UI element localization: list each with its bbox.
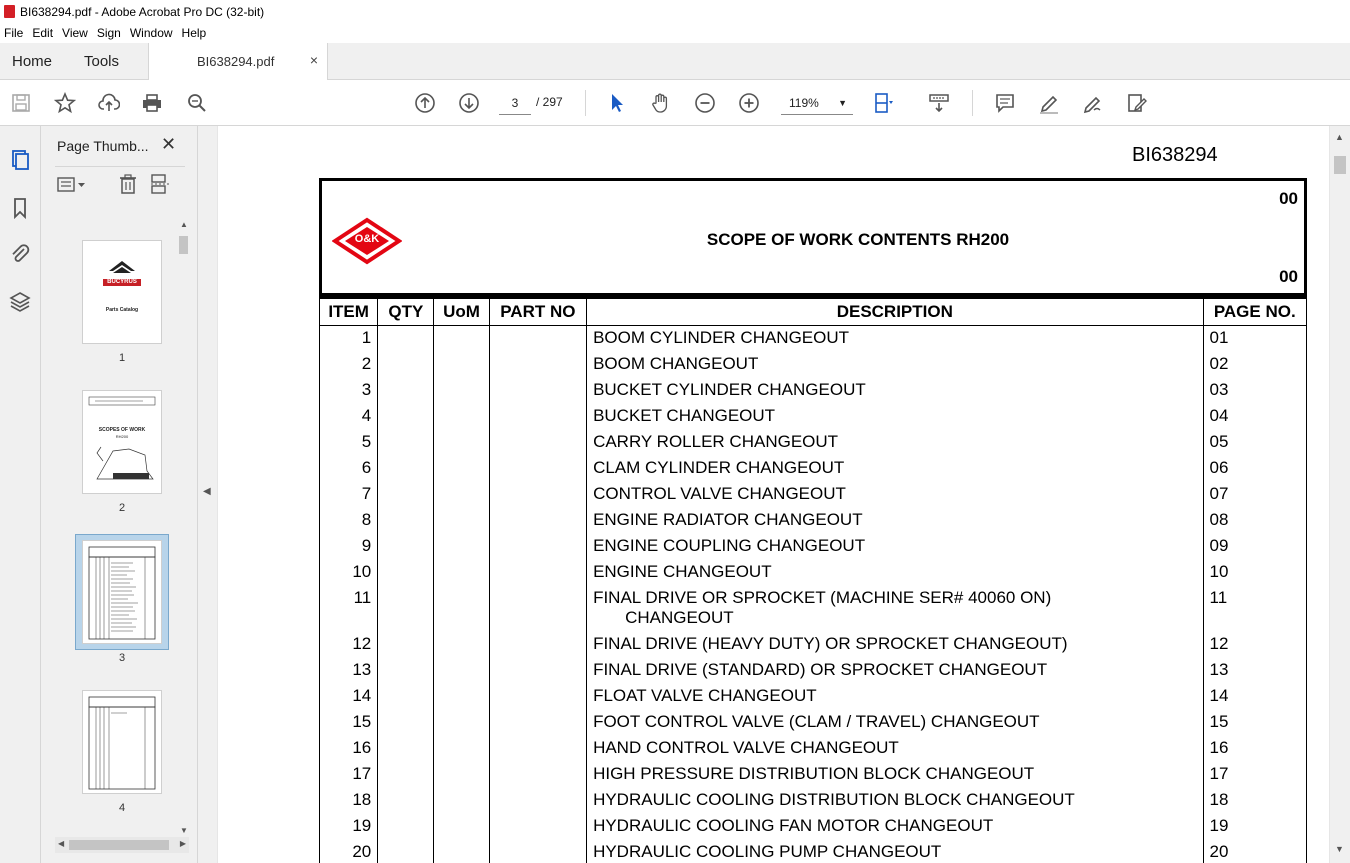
close-tab-icon[interactable]: × (309, 52, 318, 68)
page-extract-icon[interactable] (151, 174, 173, 194)
row-description-text: BUCKET CHANGEOUT (593, 405, 776, 425)
select-arrow-icon[interactable] (605, 91, 629, 115)
document-title: SCOPE OF WORK CONTENTS RH200 (706, 230, 1010, 249)
thumbnail-hscrollbar[interactable] (55, 837, 189, 853)
row-uom (434, 560, 489, 586)
page-total: / 297 (536, 95, 563, 109)
pdf-page (218, 126, 1329, 863)
scroll-up-icon[interactable]: ▲ (180, 220, 188, 229)
row-page-no: 06 (1203, 456, 1306, 482)
row-qty (378, 762, 434, 788)
left-nav-rail (0, 126, 41, 863)
hand-tool-icon[interactable] (649, 91, 673, 115)
row-description (587, 684, 1203, 710)
row-part-no (489, 658, 586, 684)
close-panel-icon[interactable]: ✕ (161, 134, 177, 154)
panel-title: Page Thumb... (57, 138, 149, 154)
row-qty (378, 788, 434, 814)
save-icon[interactable] (9, 91, 33, 115)
table-row (320, 378, 1307, 404)
col-header-item: ITEM (320, 298, 378, 326)
row-qty (378, 814, 434, 840)
sign-pen-icon[interactable] (1081, 91, 1105, 115)
table-row (320, 430, 1307, 456)
row-qty (378, 840, 434, 863)
row-part-no (489, 534, 586, 560)
row-page-no: 02 (1203, 352, 1306, 378)
zoom-in-icon[interactable] (737, 91, 761, 115)
page-thumbnails-panel (41, 126, 198, 863)
row-uom (434, 658, 489, 684)
table-row (320, 560, 1307, 586)
row-description (587, 658, 1203, 684)
row-item: 16 (320, 736, 378, 762)
row-page-no: 13 (1203, 658, 1306, 684)
row-description-text: FINAL DRIVE (STANDARD) OR SPROCKET CHANGEOUT (593, 659, 1048, 679)
thumb-number-1: 1 (118, 352, 126, 364)
row-uom (434, 762, 489, 788)
thumb-2-label: SCOPES OF WORK (98, 427, 146, 433)
row-part-no (489, 404, 586, 430)
row-qty (378, 710, 434, 736)
scroll-right-icon[interactable]: ▶ (179, 839, 186, 848)
row-qty (378, 632, 434, 658)
row-item: 12 (320, 632, 378, 658)
row-page-no: 10 (1203, 560, 1306, 586)
row-part-no (489, 788, 586, 814)
tab-document-label: BI638294.pdf (197, 54, 275, 69)
row-part-no (489, 508, 586, 534)
zoom-level-select[interactable] (781, 91, 853, 115)
document-header-box (319, 178, 1307, 296)
row-uom (434, 788, 489, 814)
row-description (587, 736, 1203, 762)
print-icon[interactable] (140, 91, 164, 115)
row-item: 14 (320, 684, 378, 710)
menu-sign[interactable]: Sign (96, 26, 121, 40)
table-row (320, 534, 1307, 560)
menu-edit[interactable]: Edit (32, 26, 54, 40)
table-row (320, 352, 1307, 378)
row-page-no: 11 (1203, 586, 1306, 632)
menu-file[interactable]: File (4, 26, 24, 40)
row-uom (434, 456, 489, 482)
row-part-no (489, 352, 586, 378)
row-page-no: 01 (1203, 326, 1306, 352)
page-thumbnail-4[interactable] (82, 690, 162, 794)
row-uom (434, 352, 489, 378)
row-part-no (489, 560, 586, 586)
thumbnail-scrollbar[interactable] (177, 220, 190, 842)
menu-help[interactable]: Help (181, 26, 207, 40)
zoom-level-value: 119% (789, 96, 819, 110)
row-description (587, 508, 1203, 534)
document-scrollbar[interactable] (1330, 126, 1350, 863)
row-part-no (489, 736, 586, 762)
row-description-text: ENGINE CHANGEOUT (593, 561, 772, 581)
row-description (587, 352, 1203, 378)
thumb-2-sub: RH200 (115, 434, 129, 439)
row-part-no (489, 326, 586, 352)
thumb-number-2: 2 (118, 502, 126, 514)
row-description-text: BUCKET CYLINDER CHANGEOUT (593, 379, 866, 399)
row-part-no (489, 586, 586, 632)
hscroll-thumb[interactable] (69, 840, 169, 850)
row-item: 9 (320, 534, 378, 560)
row-qty (378, 404, 434, 430)
title-bar (0, 0, 1350, 23)
thumb-tools (57, 174, 187, 196)
toolbar-divider (585, 90, 586, 116)
row-item: 1 (320, 326, 378, 352)
row-part-no (489, 684, 586, 710)
row-description (587, 788, 1203, 814)
table-row (320, 710, 1307, 736)
tab-home[interactable]: Home (12, 53, 53, 70)
row-qty (378, 736, 434, 762)
row-page-no: 14 (1203, 684, 1306, 710)
row-part-no (489, 482, 586, 508)
row-description-text: ENGINE RADIATOR CHANGEOUT (593, 509, 863, 529)
row-description-text: CARRY ROLLER CHANGEOUT (593, 431, 839, 451)
row-qty (378, 326, 434, 352)
table-row (320, 840, 1307, 863)
table-row (320, 586, 1307, 632)
row-description-text: HYDRAULIC COOLING DISTRIBUTION BLOCK CHANGEOUT (593, 789, 1075, 809)
menu-window[interactable]: Window (129, 26, 173, 40)
row-description (587, 326, 1203, 352)
row-qty (378, 586, 434, 632)
highlight-pen-icon[interactable] (1037, 91, 1061, 115)
row-uom (434, 736, 489, 762)
scroll-down-icon[interactable]: ▼ (1335, 844, 1344, 854)
col-header-qty: QTY (378, 298, 434, 326)
previous-page-icon[interactable] (413, 91, 437, 115)
row-uom (434, 326, 489, 352)
page-thumbnails-icon[interactable] (8, 148, 32, 172)
thumbnail-list (41, 236, 181, 836)
row-part-no (489, 456, 586, 482)
row-description-text: HYDRAULIC COOLING FAN MOTOR CHANGEOUT (593, 815, 994, 835)
row-qty (378, 456, 434, 482)
row-description (587, 710, 1203, 736)
table-row (320, 508, 1307, 534)
row-item: 10 (320, 560, 378, 586)
row-description (587, 632, 1203, 658)
row-item: 6 (320, 456, 378, 482)
table-row (320, 762, 1307, 788)
panel-divider (55, 166, 185, 167)
row-description (587, 456, 1203, 482)
row-item: 5 (320, 430, 378, 456)
row-uom (434, 710, 489, 736)
zoom-out-icon[interactable] (693, 91, 717, 115)
row-qty (378, 560, 434, 586)
page-4-preview-icon (83, 691, 161, 793)
layers-icon[interactable] (8, 290, 32, 314)
next-page-icon[interactable] (457, 91, 481, 115)
row-description-text: HAND CONTROL VALVE CHANGEOUT (593, 737, 899, 757)
table-row (320, 482, 1307, 508)
row-item: 19 (320, 814, 378, 840)
scroll-up-icon[interactable]: ▲ (1335, 132, 1344, 142)
row-description (587, 534, 1203, 560)
row-description-text: FOOT CONTROL VALVE (CLAM / TRAVEL) CHANGEOUT (593, 711, 1040, 731)
row-description-text: FINAL DRIVE (HEAVY DUTY) OR SPROCKET CHANGEOUT) (593, 633, 1068, 653)
row-description (587, 560, 1203, 586)
scrolling-mode-icon[interactable] (927, 91, 951, 115)
row-uom (434, 404, 489, 430)
row-description (587, 404, 1203, 430)
row-part-no (489, 762, 586, 788)
row-page-no: 04 (1203, 404, 1306, 430)
row-part-no (489, 710, 586, 736)
table-row (320, 684, 1307, 710)
table-body (320, 326, 1307, 863)
collapse-arrow-icon: ◀ (203, 486, 211, 497)
row-description (587, 586, 1203, 632)
row-qty (378, 352, 434, 378)
row-page-no: 16 (1203, 736, 1306, 762)
row-description-text: HIGH PRESSURE DISTRIBUTION BLOCK CHANGEOUT (593, 763, 1035, 783)
row-page-no: 07 (1203, 482, 1306, 508)
row-description-text-2: CHANGEOUT (625, 607, 734, 627)
table-row (320, 658, 1307, 684)
row-item: 20 (320, 840, 378, 863)
row-description-text: FINAL DRIVE OR SPROCKET (MACHINE SER# 40060 ON) (593, 587, 1052, 607)
row-uom (434, 586, 489, 632)
document-id: BI638294 (1132, 144, 1218, 166)
comment-icon[interactable] (993, 91, 1017, 115)
acrobat-icon (4, 5, 15, 18)
row-item: 18 (320, 788, 378, 814)
scroll-thumb[interactable] (1334, 156, 1346, 174)
thumb-1-sub: Parts Catalog (105, 307, 139, 313)
thumb-number-4: 4 (118, 802, 126, 814)
row-uom (434, 430, 489, 456)
page-thumbnail-1[interactable] (82, 240, 162, 344)
row-item: 15 (320, 710, 378, 736)
revision-top: 00 (1279, 189, 1298, 208)
table-row (320, 404, 1307, 430)
row-description-text: FLOAT VALVE CHANGEOUT (593, 685, 817, 705)
row-uom (434, 684, 489, 710)
chevron-down-icon: ▼ (838, 98, 847, 108)
col-header-uom: UoM (434, 298, 489, 326)
row-description (587, 840, 1203, 863)
row-qty (378, 684, 434, 710)
logo-text: O&K (354, 233, 380, 245)
trash-icon[interactable] (119, 174, 137, 194)
row-uom (434, 508, 489, 534)
row-page-no: 19 (1203, 814, 1306, 840)
menu-bar (0, 23, 1350, 43)
bucyrus-logo-icon (83, 241, 161, 343)
col-header-page-no: PAGE NO. (1203, 298, 1306, 326)
row-part-no (489, 840, 586, 863)
row-item: 8 (320, 508, 378, 534)
row-item: 13 (320, 658, 378, 684)
row-page-no: 05 (1203, 430, 1306, 456)
table-row (320, 456, 1307, 482)
row-part-no (489, 632, 586, 658)
thumb-options-icon[interactable] (57, 176, 87, 194)
menu-view[interactable]: View (62, 26, 88, 40)
row-description-text: CLAM CYLINDER CHANGEOUT (593, 457, 845, 477)
row-description-text: CONTROL VALVE CHANGEOUT (593, 483, 846, 503)
cloud-upload-icon[interactable] (97, 91, 121, 115)
scroll-left-icon[interactable]: ◀ (58, 839, 65, 848)
col-header-description: DESCRIPTION (587, 298, 1203, 326)
main-toolbar (0, 80, 1350, 126)
table-row (320, 736, 1307, 762)
col-header-part-no: PART NO (489, 298, 586, 326)
row-description (587, 378, 1203, 404)
row-part-no (489, 814, 586, 840)
row-uom (434, 632, 489, 658)
bookmark-star-icon[interactable] (53, 91, 77, 115)
revision-bottom: 00 (1279, 267, 1298, 286)
row-description-text: ENGINE COUPLING CHANGEOUT (593, 535, 866, 555)
fill-sign-icon[interactable] (1125, 91, 1149, 115)
table-row (320, 814, 1307, 840)
row-page-no: 12 (1203, 632, 1306, 658)
row-page-no: 08 (1203, 508, 1306, 534)
contents-table (319, 296, 1307, 863)
tab-bar (0, 43, 1350, 80)
row-description (587, 430, 1203, 456)
row-part-no (489, 378, 586, 404)
row-item: 4 (320, 404, 378, 430)
row-description-text: BOOM CHANGEOUT (593, 353, 759, 373)
row-uom (434, 814, 489, 840)
attachments-icon[interactable] (8, 242, 32, 266)
thumb-1-label: BUCYRUS (107, 279, 137, 285)
row-description (587, 482, 1203, 508)
window-title: BI638294.pdf - Adobe Acrobat Pro DC (32-bit) (20, 4, 265, 19)
scroll-thumb[interactable] (179, 236, 188, 254)
row-page-no: 17 (1203, 762, 1306, 788)
row-item: 2 (320, 352, 378, 378)
row-page-no: 18 (1203, 788, 1306, 814)
table-row (320, 632, 1307, 658)
tab-document[interactable] (148, 43, 328, 80)
bookmarks-icon[interactable] (8, 196, 32, 220)
page-thumbnail-2[interactable] (82, 390, 162, 494)
scroll-down-icon[interactable]: ▼ (180, 826, 188, 835)
row-uom (434, 482, 489, 508)
row-part-no (489, 430, 586, 456)
page-thumbnail-3[interactable] (82, 540, 162, 644)
row-qty (378, 508, 434, 534)
row-uom (434, 378, 489, 404)
row-qty (378, 534, 434, 560)
table-row (320, 326, 1307, 352)
row-page-no: 09 (1203, 534, 1306, 560)
row-uom (434, 840, 489, 863)
row-description-text: BOOM CYLINDER CHANGEOUT (593, 328, 850, 347)
table-row (320, 788, 1307, 814)
row-description-text: HYDRAULIC COOLING PUMP CHANGEOUT (593, 841, 942, 861)
page-3-preview-icon (83, 541, 161, 643)
row-qty (378, 430, 434, 456)
toolbar-divider (972, 90, 973, 116)
excavator-drawing-icon (83, 391, 161, 493)
row-uom (434, 534, 489, 560)
row-page-no: 15 (1203, 710, 1306, 736)
row-item: 7 (320, 482, 378, 508)
row-item: 3 (320, 378, 378, 404)
row-item: 11 (320, 586, 378, 632)
row-description (587, 814, 1203, 840)
row-item: 17 (320, 762, 378, 788)
thumb-number-3: 3 (118, 652, 126, 664)
page-number-input[interactable]: 3 (499, 91, 531, 115)
row-qty (378, 658, 434, 684)
tab-tools[interactable]: Tools (84, 53, 120, 70)
document-viewer[interactable] (217, 126, 1330, 863)
row-qty (378, 378, 434, 404)
row-description (587, 762, 1203, 788)
row-page-no: 20 (1203, 840, 1306, 863)
row-qty (378, 482, 434, 508)
page-fit-icon[interactable] (871, 91, 895, 115)
panel-collapse-handle[interactable] (198, 126, 217, 863)
row-page-no: 03 (1203, 378, 1306, 404)
find-zoom-icon[interactable] (185, 91, 209, 115)
